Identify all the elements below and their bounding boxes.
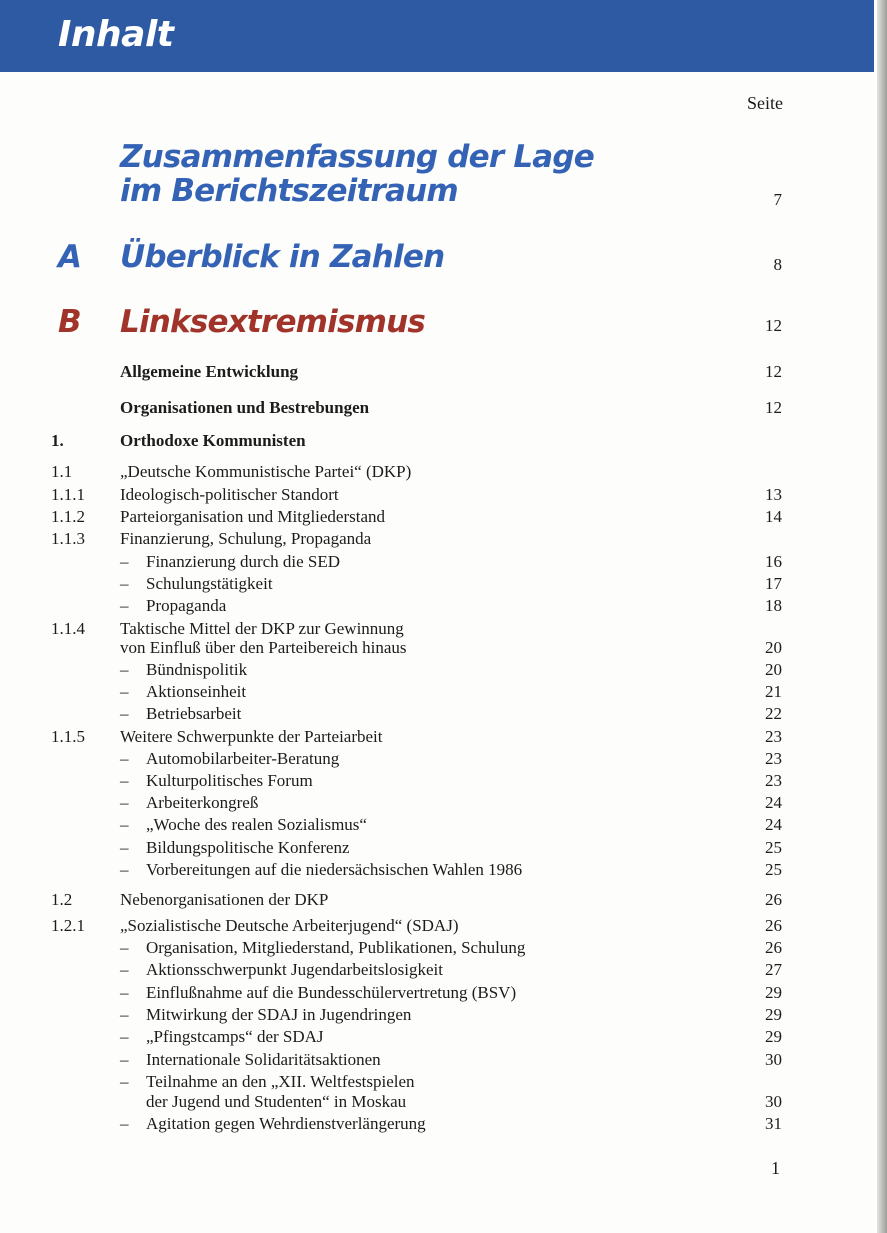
toc-entry — [0, 748, 887, 770]
toc-entry-page: 24 — [765, 815, 782, 834]
toc-entry-page: 30 — [765, 1050, 782, 1069]
toc-entry — [0, 814, 887, 836]
toc-entry-page: 26 — [765, 916, 782, 935]
toc-entry-number: 1.1.5 — [51, 727, 85, 746]
toc-entry — [0, 703, 887, 725]
toc-entry — [0, 915, 887, 937]
toc-entry-dash: – — [120, 1027, 129, 1046]
toc-entry-text: Vorbereitungen auf die niedersächsischen Wahlen 1986 — [146, 860, 523, 879]
toc-entry-text: Bündnispolitik — [146, 660, 248, 679]
toc-entry-text: Mitwirkung der SDAJ in Jugendringen — [146, 1005, 412, 1024]
toc-entry-dash: – — [120, 749, 129, 768]
toc-entry-dash: – — [120, 704, 129, 723]
toc-entry — [0, 959, 887, 981]
toc-entry-dash: – — [120, 552, 129, 571]
toc-entry-page: 20 — [765, 638, 782, 657]
toc-entry — [0, 595, 887, 617]
toc-entry-number: 1.1.1 — [51, 485, 85, 504]
toc-entry — [0, 770, 887, 792]
section-b-title: Linksextremismus — [120, 304, 426, 340]
section-a-letter: A — [58, 239, 82, 275]
toc-entry-text: Schulungstätigkeit — [146, 574, 273, 593]
toc-entry — [0, 551, 887, 573]
toc-entry — [0, 982, 887, 1004]
toc-entry-page: 14 — [765, 507, 782, 526]
toc-entry-text: Teilnahme an den „XII. Weltfestspielen — [146, 1072, 415, 1091]
toc-entry-page: 16 — [765, 552, 782, 571]
toc-entry-text: Kulturpolitisches Forum — [146, 771, 313, 790]
toc-entry-text: Weitere Schwerpunkte der Parteiarbeit — [120, 727, 383, 746]
toc-entry-number: 1.1.2 — [51, 507, 85, 526]
toc-entry-text: Taktische Mittel der DKP zur Gewinnung — [120, 619, 404, 638]
summary-title-line2: im Berichtszeitraum — [120, 173, 458, 209]
heading-organisationen: Organisationen und Bestrebungen — [120, 398, 370, 417]
toc-entry-text: Ideologisch-politischer Standort — [120, 485, 339, 504]
toc-entry — [0, 484, 887, 506]
toc-entry-page: 26 — [765, 938, 782, 957]
toc-entry — [0, 637, 887, 659]
toc-entry-dash: – — [120, 1114, 129, 1133]
toc-entry — [0, 430, 887, 452]
toc-entry-page: 18 — [765, 596, 782, 615]
toc-entry-dash: – — [120, 838, 129, 857]
toc-entry-text: Agitation gegen Wehrdienstverlängerung — [146, 1114, 426, 1133]
summary-page: 7 — [773, 190, 782, 209]
toc-entry-text: Propaganda — [146, 596, 227, 615]
toc-entry — [0, 1049, 887, 1071]
toc-entry-page: 23 — [765, 749, 782, 768]
toc-entry-dash: – — [120, 574, 129, 593]
toc-entry-dash: – — [120, 1072, 129, 1091]
toc-entry-page: 31 — [765, 1114, 782, 1133]
heading-allgemeine-entwicklung: Allgemeine Entwicklung — [120, 362, 299, 381]
toc-entry-text: Finanzierung durch die SED — [146, 552, 341, 571]
toc-entry-dash: – — [120, 983, 129, 1002]
toc-entry-dash: – — [120, 596, 129, 615]
section-b-page: 12 — [765, 316, 782, 335]
toc-entry-page: 25 — [765, 838, 782, 857]
toc-entry — [0, 659, 887, 681]
toc-entry — [0, 461, 887, 483]
toc-entry-dash: – — [120, 793, 129, 812]
toc-entry-text: „Woche des realen Sozialismus“ — [146, 815, 367, 834]
toc-entry-text: „Sozialistische Deutsche Arbeiterjugend“ (SDAJ) — [120, 916, 459, 935]
toc-entry-text: Automobilarbeiter-Beratung — [146, 749, 340, 768]
toc-entry-page: 23 — [765, 727, 782, 746]
toc-entry-text: Aktionsschwerpunkt Jugendarbeitslosigkeit — [146, 960, 443, 979]
toc-entry-text: Betriebsarbeit — [146, 704, 242, 723]
toc-entry-page: 13 — [765, 485, 782, 504]
toc-entry-text: von Einfluß über den Parteibereich hinaus — [120, 638, 407, 657]
toc-entry-page: 27 — [765, 960, 782, 979]
toc-entry-page: 21 — [765, 682, 782, 701]
section-a-title: Überblick in Zahlen — [120, 239, 445, 275]
toc-entry — [0, 1004, 887, 1026]
toc-entry-number: 1.2 — [51, 890, 73, 909]
toc-entry — [0, 1071, 887, 1093]
toc-entry-page: 17 — [765, 574, 782, 593]
toc-entry-page: 29 — [765, 1027, 782, 1046]
toc-entry — [0, 937, 887, 959]
toc-entry-text: „Pfingstcamps“ der SDAJ — [146, 1027, 324, 1046]
toc-entry-text: Orthodoxe Kommunisten — [120, 431, 306, 450]
toc-entry-page: 29 — [765, 1005, 782, 1024]
toc-entry-dash: – — [120, 1050, 129, 1069]
toc-entry — [0, 1026, 887, 1048]
toc-entry — [0, 681, 887, 703]
footer-page-number: 1 — [771, 1158, 780, 1178]
toc-entry-page: 26 — [765, 890, 782, 909]
toc-entry-text: Internationale Solidaritätsaktionen — [146, 1050, 381, 1069]
toc-entry-dash: – — [120, 938, 129, 957]
page-title: Inhalt — [58, 14, 174, 55]
toc-entry-text: der Jugend und Studenten“ in Moskau — [146, 1092, 407, 1111]
toc-entry-text: Parteiorganisation und Mitgliederstand — [120, 507, 386, 526]
toc-entry — [0, 573, 887, 595]
toc-entry-page: 20 — [765, 660, 782, 679]
toc-entry — [0, 1091, 887, 1113]
toc-entry — [0, 859, 887, 881]
toc-entry-text: Arbeiterkongreß — [146, 793, 259, 812]
toc-entry-number: 1.1 — [51, 462, 73, 481]
toc-entry-number: 1.2.1 — [51, 916, 85, 935]
toc-entry-text: Finanzierung, Schulung, Propaganda — [120, 529, 372, 548]
toc-entry-dash: – — [120, 860, 129, 879]
toc-entry-text: Bildungspolitische Konferenz — [146, 838, 350, 857]
heading-organisationen-page: 12 — [765, 398, 782, 417]
toc-entry — [0, 726, 887, 748]
toc-entry-dash: – — [120, 960, 129, 979]
toc-entry-text: Nebenorganisationen der DKP — [120, 890, 329, 909]
page-column-label: Seite — [747, 93, 783, 113]
toc-entry-page: 24 — [765, 793, 782, 812]
toc-entry-dash: – — [120, 682, 129, 701]
toc-entry-number: 1. — [51, 431, 64, 450]
toc-entry-text: „Deutsche Kommunistische Partei“ (DKP) — [120, 462, 412, 481]
toc-entry-text: Organisation, Mitgliederstand, Publikationen, Schulung — [146, 938, 526, 957]
toc-entry — [0, 792, 887, 814]
toc-entry-dash: – — [120, 1005, 129, 1024]
toc-entry — [0, 889, 887, 911]
toc-entry-number: 1.1.3 — [51, 529, 85, 548]
toc-entry-dash: – — [120, 771, 129, 790]
summary-title-line1: Zusammenfassung der Lage — [120, 139, 595, 175]
toc-entry-number: 1.1.4 — [51, 619, 85, 638]
toc-entry — [0, 528, 887, 550]
header-band — [0, 0, 874, 72]
toc-entry-dash: – — [120, 660, 129, 679]
toc-entry-text: Einflußnahme auf die Bundesschülervertretung (BSV) — [146, 983, 517, 1002]
toc-entry — [0, 837, 887, 859]
toc-entry-dash: – — [120, 815, 129, 834]
toc-entry-text: Aktionseinheit — [146, 682, 247, 701]
section-a-page: 8 — [773, 255, 782, 274]
section-b-letter: B — [58, 304, 82, 340]
toc-entry — [0, 1113, 887, 1135]
toc-entry — [0, 506, 887, 528]
toc-entry-page: 25 — [765, 860, 782, 879]
toc-entry-page: 30 — [765, 1092, 782, 1111]
heading-allgemeine-entwicklung-page: 12 — [765, 362, 782, 381]
toc-entry-page: 29 — [765, 983, 782, 1002]
toc-entry-page: 22 — [765, 704, 782, 723]
toc-entry-page: 23 — [765, 771, 782, 790]
